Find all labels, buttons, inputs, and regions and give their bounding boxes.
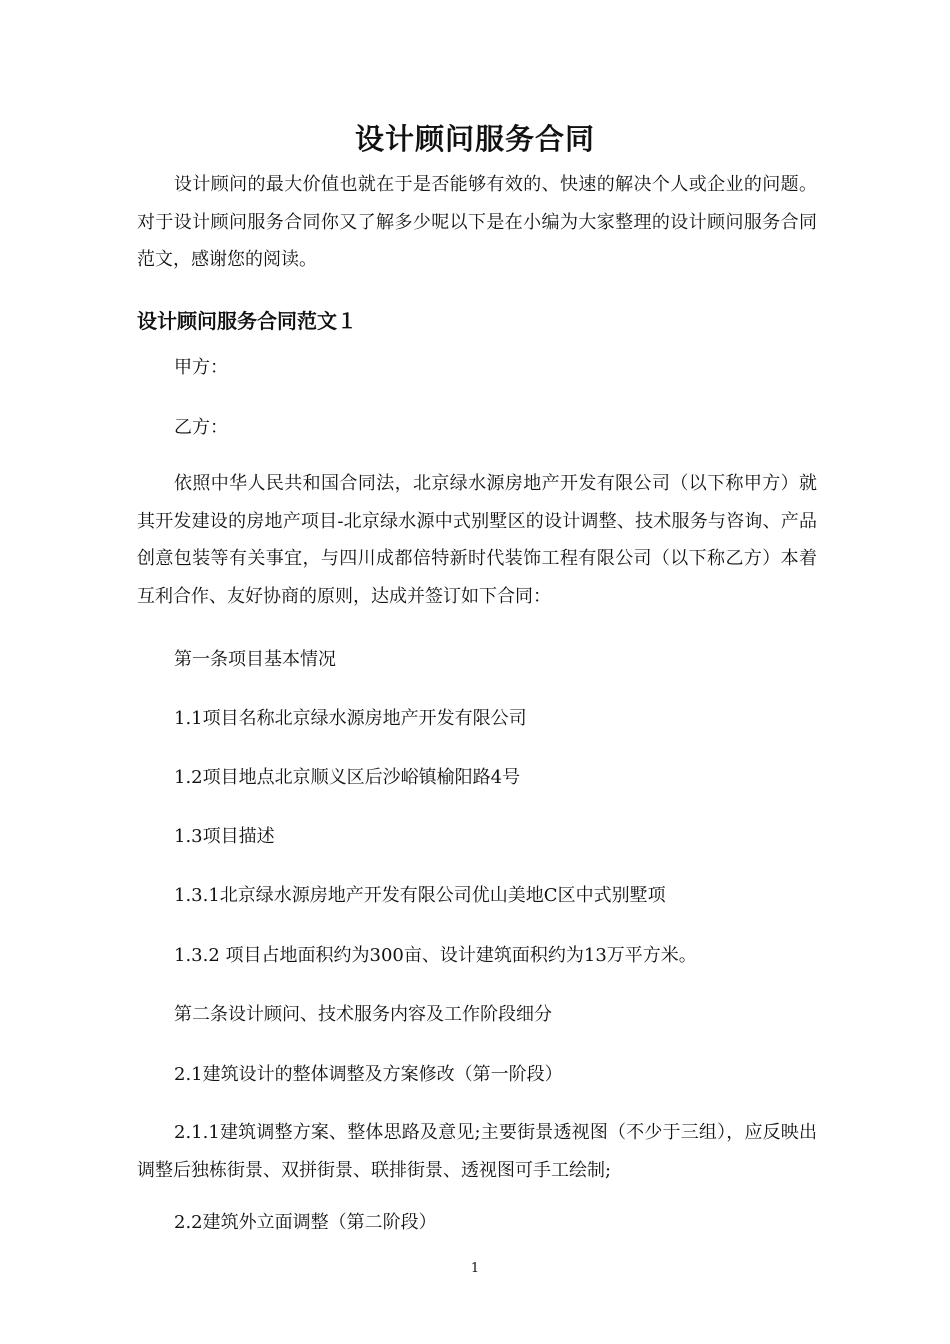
clause-1-3-1: 1.3.1北京绿水源房地产开发有限公司优山美地C区中式别墅项: [174, 885, 666, 906]
clause-1-2: 1.2项目地点北京顺义区后沙峪镇榆阳路4号: [174, 767, 521, 788]
party-a-line: 甲方：: [174, 357, 228, 378]
article-1-heading: 第一条项目基本情况: [174, 649, 336, 670]
party-b-line: 乙方：: [174, 417, 228, 438]
intro-paragraph: 设计顾问的最大价值也就在于是否能够有效的、快速的解决个人或企业的问题。对于设计顾问服务合同你又了解多少呢以下是在小编为大家整理的设计顾问服务合同范文，感谢您的阅读。: [137, 174, 817, 270]
clause-1-3: 1.3项目描述: [174, 826, 275, 847]
article-2-heading: 第二条设计顾问、技术服务内容及工作阶段细分: [174, 1004, 552, 1025]
contract-basis-paragraph: 依照中华人民共和国合同法，北京绿水源房地产开发有限公司（以下称甲方）就其开发建设的房地产项目-北京绿水源中式别墅区的设计调整、技术服务与咨询、产品创意包装等有关事宜，与四川成都倍特新时代装饰工程有限公司（以下称乙方）本着互利合作、友好协商的原则，达成并签订如下合同：: [137, 473, 817, 607]
document-title: 设计顾问服务合同: [354, 122, 595, 157]
clause-1-1: 1.1项目名称北京绿水源房地产开发有限公司: [174, 708, 527, 729]
clause-2-2: 2.2建筑外立面调整（第二阶段）: [174, 1212, 437, 1233]
clause-2-1-1: 2.1.1建筑调整方案、整体思路及意见;主要街景透视图（不少于三组），应反映出调整后独栋街景、双拼街景、联排街景、透视图可手工绘制;: [137, 1122, 817, 1181]
clause-2-1: 2.1建筑设计的整体调整及方案修改（第一阶段）: [174, 1064, 563, 1085]
clause-1-3-2: 1.3.2 项目占地面积约为300亩、设计建筑面积约为13万平方米。: [174, 945, 697, 966]
section-heading: 设计顾问服务合同范文１: [137, 309, 357, 333]
page-number: 1: [470, 1261, 480, 1276]
